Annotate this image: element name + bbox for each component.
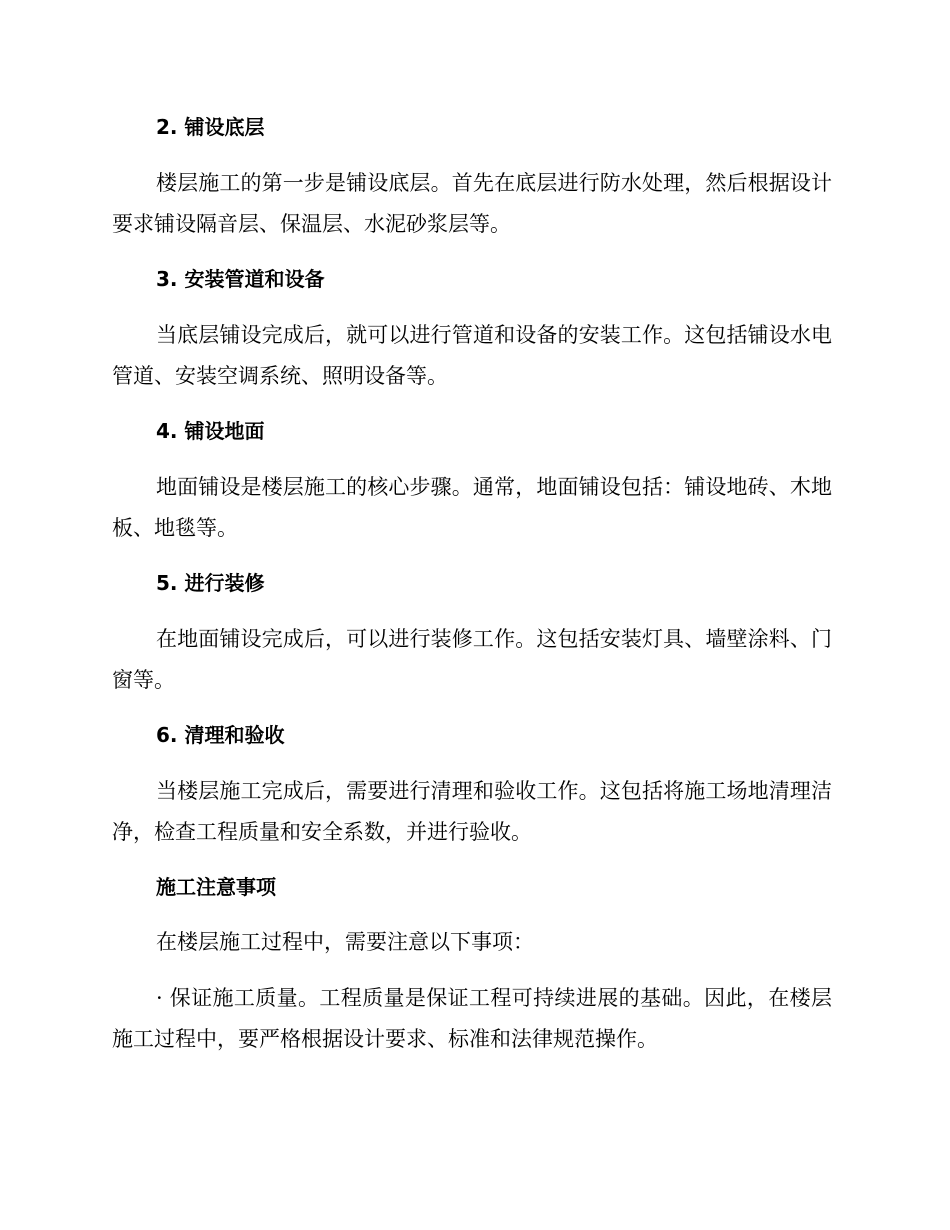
bullet-item: · 保证施工质量。工程质量是保证工程可持续进展的基础。因此，在楼层施工过程中，要严格根据设计要求、标准和法律规范操作。 xyxy=(112,986,832,1051)
section-body-5: 在地面铺设完成后，可以进行装修工作。这包括安装灯具、墙壁涂料、门窗等。 xyxy=(112,627,832,692)
section-body-3: 当底层铺设完成后，就可以进行管道和设备的安装工作。这包括铺设水电管道、安装空调系统、照明设备等。 xyxy=(112,323,832,388)
section-body-4: 地面铺设是楼层施工的核心步骤。通常，地面铺设包括：铺设地砖、木地板、地毯等。 xyxy=(112,475,832,540)
section-heading-3: 3. 安装管道和设备 xyxy=(156,267,325,291)
section-body-2: 楼层施工的第一步是铺设底层。首先在底层进行防水处理，然后根据设计要求铺设隔音层、保温层、水泥砂浆层等。 xyxy=(112,171,832,236)
notes-heading: 施工注意事项 xyxy=(156,875,276,899)
section-heading-4: 4. 铺设地面 xyxy=(156,419,265,443)
section-heading-6: 6. 清理和验收 xyxy=(156,723,285,747)
section-body-6: 当楼层施工完成后，需要进行清理和验收工作。这包括将施工场地清理洁净，检查工程质量和安全系数，并进行验收。 xyxy=(112,779,832,844)
section-heading-2: 2. 铺设底层 xyxy=(156,115,265,139)
notes-intro: 在楼层施工过程中，需要注意以下事项： xyxy=(156,930,534,954)
section-heading-5: 5. 进行装修 xyxy=(156,571,265,595)
